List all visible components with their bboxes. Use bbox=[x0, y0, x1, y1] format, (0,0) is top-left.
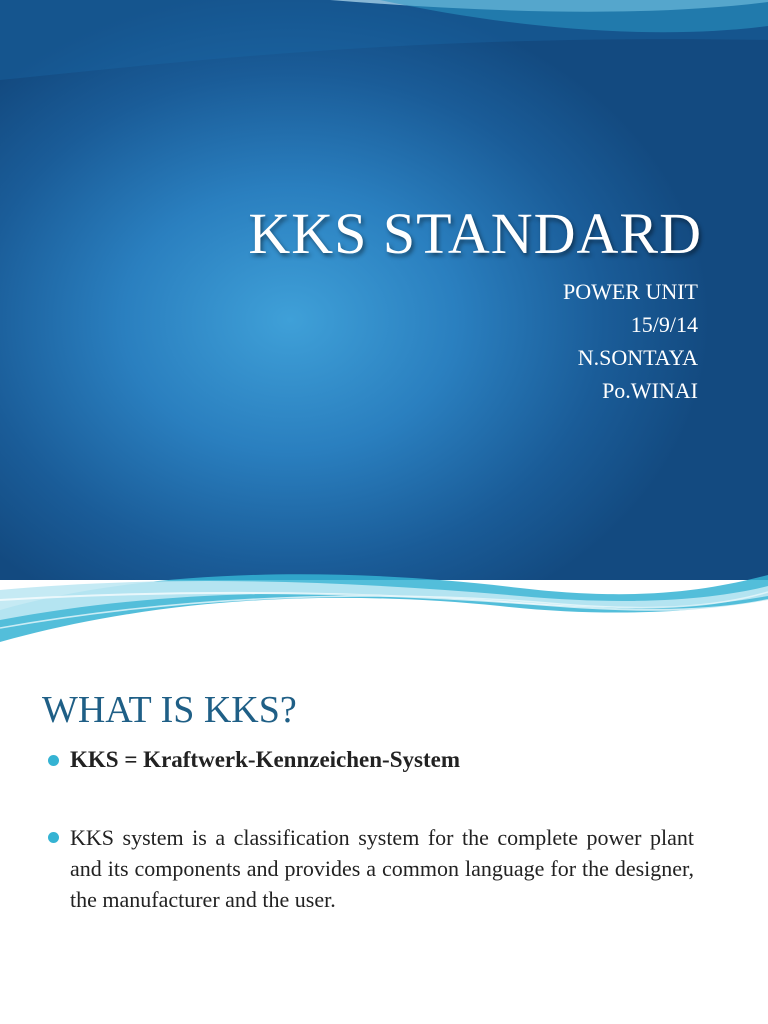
subtitle-unit: POWER UNIT bbox=[562, 279, 698, 304]
subtitle-block bbox=[563, 275, 698, 407]
top-wave-band bbox=[0, 0, 768, 80]
bullet-list bbox=[46, 744, 706, 915]
bullet-text: KKS system is a classification system for the complete power plant and its components and provides a common language for the designer, the manufacturer and the user. bbox=[70, 825, 694, 912]
subtitle-author-1: N.SONTAYA bbox=[577, 345, 698, 370]
bullet-text: KKS = Kraftwerk-Kennzeichen-System bbox=[70, 747, 460, 772]
bullet-dot-icon bbox=[48, 832, 59, 843]
content-heading: WHAT IS KKS? bbox=[42, 689, 297, 731]
slide-title: KKS STANDARD bbox=[248, 201, 702, 266]
list-item bbox=[46, 744, 706, 776]
content-slide bbox=[0, 660, 768, 1024]
bullet-dot-icon bbox=[48, 755, 59, 766]
list-item bbox=[46, 822, 694, 915]
subtitle-date: 15/9/14 bbox=[630, 312, 698, 337]
subtitle-author-2: Po.WINAI bbox=[602, 378, 698, 403]
